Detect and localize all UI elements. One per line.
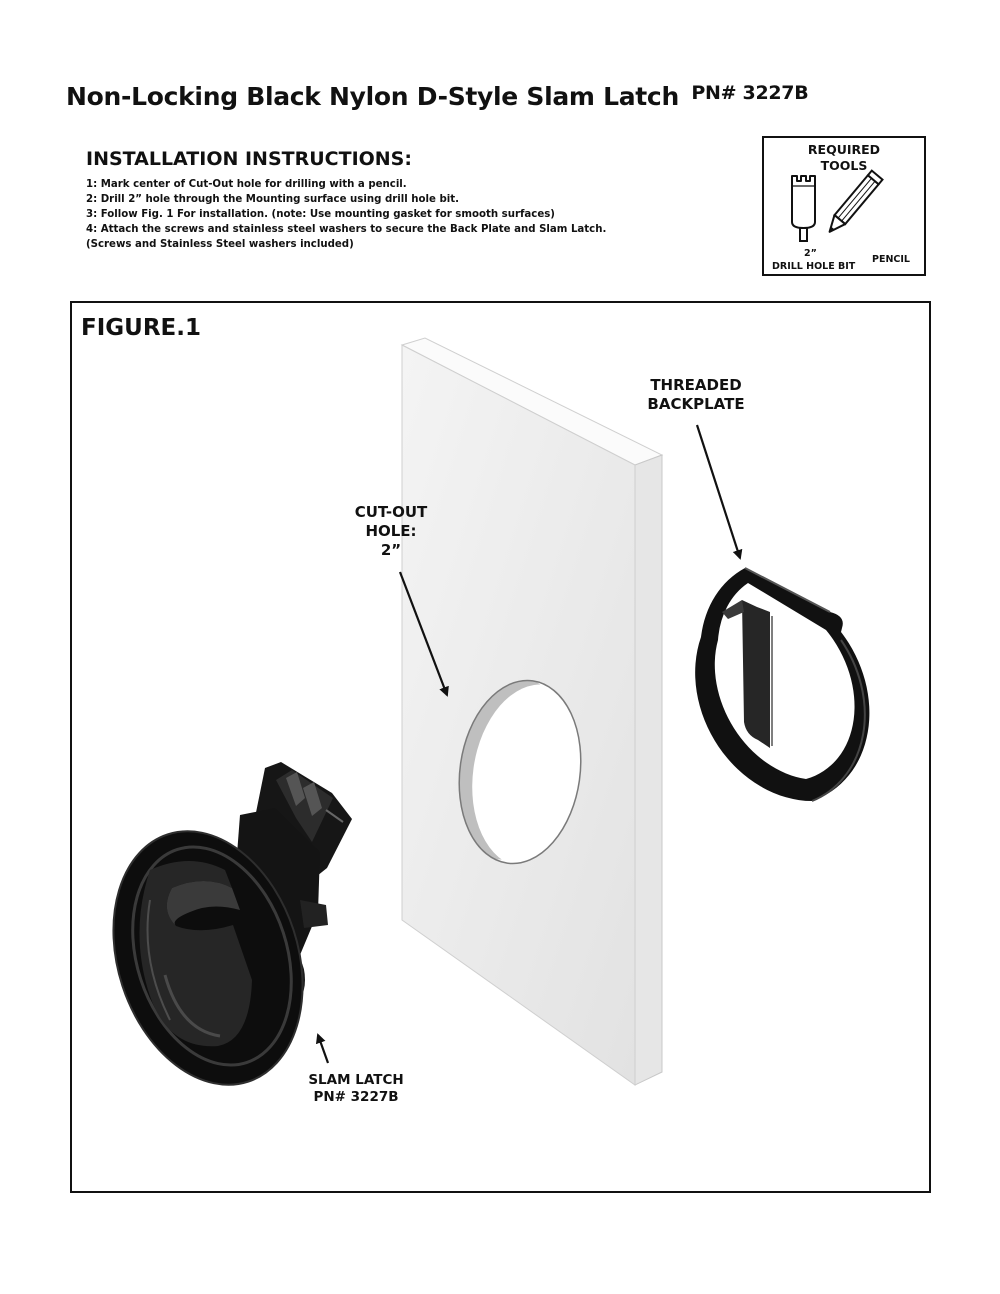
backplate-callout (636, 376, 756, 414)
instruction-step: 1: Mark center of Cut-Out hole for drilling with a pencil. (86, 179, 407, 190)
tools-title-line2: TOOLS (820, 158, 868, 173)
cutout-callout-line1: CUT-OUT (354, 503, 428, 521)
tools-title-line1: REQUIRED (807, 142, 881, 157)
figure-label: FIGURE.1 (81, 315, 201, 341)
drill-bit-label: DRILL HOLE BIT (772, 261, 856, 272)
latch-arrow (318, 1035, 328, 1063)
latch-callout-line1: SLAM LATCH (308, 1072, 404, 1088)
mounting-panel (402, 338, 662, 1085)
slam-latch-callout (296, 1072, 416, 1106)
cutout-callout-line3: 2” (380, 541, 402, 559)
instruction-step: 2: Drill 2” hole through the Mounting surface using drill hole bit. (86, 194, 460, 205)
title-part-number: PN# 3227B (691, 82, 809, 104)
drill-bit-size-label: 2” (804, 248, 817, 259)
instruction-step: 3: Follow Fig. 1 For installation. (note: Use mounting gasket for smooth surfaces) (86, 209, 555, 220)
title-text: Non-Locking Black Nylon D-Style Slam Latch (66, 82, 679, 111)
backplate-arrow (697, 425, 740, 558)
latch-callout-line2: PN# 3227B (313, 1089, 399, 1105)
instruction-step: (Screws and Stainless Steel washers included) (86, 239, 354, 250)
backplate-callout-line1: THREADED (650, 376, 742, 394)
backplate-callout-line2: BACKPLATE (647, 395, 745, 413)
instruction-step: 4: Attach the screws and stainless steel washers to secure the Back Plate and Slam Latch. (86, 224, 607, 235)
cutout-hole-callout (346, 503, 436, 560)
cutout-callout-line2: HOLE: (365, 522, 417, 540)
threaded-backplate (695, 568, 869, 801)
slam-latch (82, 762, 352, 1109)
pencil-label: PENCIL (872, 254, 910, 265)
instructions-heading: INSTALLATION INSTRUCTIONS: (86, 148, 412, 170)
